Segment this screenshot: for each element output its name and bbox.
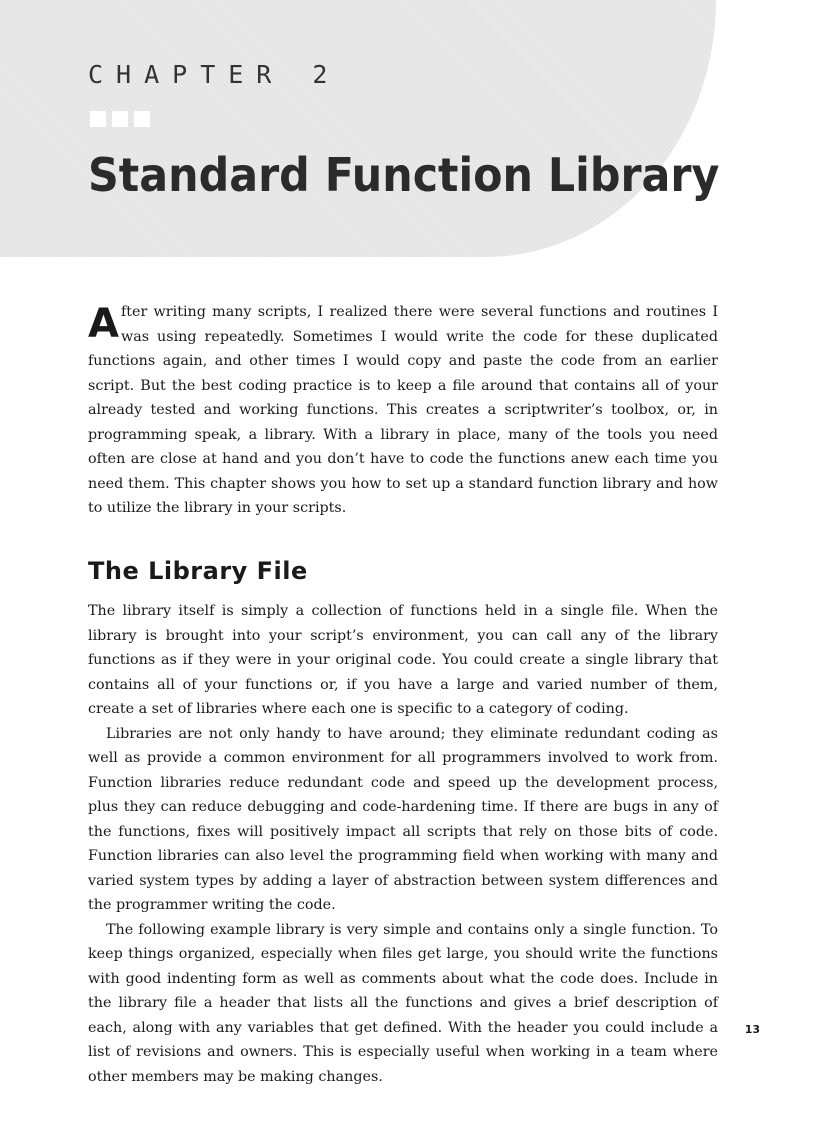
- intro-paragraph: [88, 300, 718, 521]
- ornament-square: [90, 111, 106, 127]
- drop-cap: A: [88, 301, 119, 347]
- body-paragraph: Libraries are not only handy to have around; they eliminate redundant coding as well as provide a common environment for all programmers involved to work from. Function libraries reduce redundant code and speed up the development process, plus they can reduce debugging and code-hardening time. If there are bugs in any of the functions, fixes will positively impact all scripts that rely on those bits of code. Function libraries can also level the programming field when working with many and varied system types by adding a layer of abstraction between system differences and the programmer writing the code.: [88, 725, 718, 914]
- page-content: [88, 300, 718, 1089]
- section-heading: The Library File: [88, 556, 308, 585]
- chapter-ornament: [90, 111, 150, 127]
- intro-text: fter writing many scripts, I realized there were several functions and routines I was using repeatedly. Sometimes I would write the code for these duplicated functions again, and other times I would copy and paste the code from an earlier script. But the best coding practice is to keep a file around that contains all of your already tested and working functions. This creates a scriptwriter’s toolbox, or, in programming speak, a library. With a library in place, many of the tools you need often are close at hand and you don’t have to code the functions anew each time you need them. This chapter shows you how to set up a standard function library and how to utilize the library in your scripts.: [88, 304, 718, 516]
- page-number: 13: [744, 1023, 760, 1036]
- body-paragraph: The library itself is simply a collection of functions held in a single file. When the library is brought into your script’s environment, you can call any of the library functions as if they were in your original code. You could create a single library that contains all of your functions or, if you have a large and varied number of them, create a set of libraries where each one is specific to a category of coding.: [88, 603, 718, 718]
- chapter-title: Standard Function Library: [88, 148, 720, 202]
- body-paragraph: The following example library is very simple and contains only a single function. To keep things organized, especially when files get large, you should write the functions with good indenting form as well as comments about what the code does. Include in the library file a header that lists all the functions and gives a brief description of each, along with any variables that get defined. With the header you could include a list of revisions and owners. This is especially useful when working in a team where other members may be making changes.: [88, 921, 718, 1085]
- ornament-square: [112, 111, 128, 127]
- chapter-label: CHAPTER 2: [88, 60, 341, 89]
- ornament-square: [134, 111, 150, 127]
- chapter-header-band: [0, 0, 716, 257]
